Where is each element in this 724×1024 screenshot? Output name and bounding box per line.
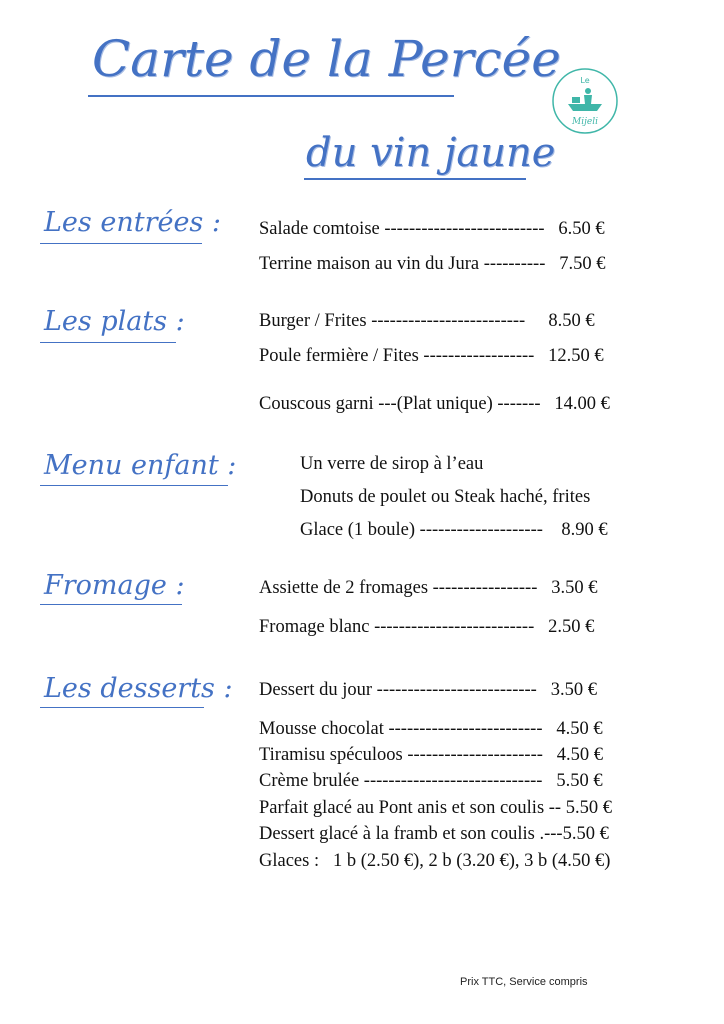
section-heading-desserts: Les desserts : (44, 673, 233, 704)
section-underline-desserts (40, 707, 204, 708)
menu-item: Glace (1 boule) -------------------- 8.90 € (300, 520, 608, 540)
menu-item: Un verre de sirop à l’eau (300, 454, 484, 474)
section-heading-entrees: Les entrées : (44, 207, 221, 238)
section-underline-plats (40, 342, 176, 343)
footer-note: Prix TTC, Service compris (460, 976, 588, 988)
menu-item: Crème brulée ----------------------------- 5.50 € (259, 771, 603, 791)
menu-item: Dessert glacé à la framb et son coulis .---5.50 € (259, 824, 609, 844)
section-underline-fromage (40, 604, 182, 605)
section-heading-plats: Les plats : (44, 306, 185, 337)
menu-item: Terrine maison au vin du Jura ---------- 7.50 € (259, 254, 606, 274)
menu-item: Poule fermière / Fites ------------------ 12.50 € (259, 346, 604, 366)
menu-item: Fromage blanc -------------------------- 2.50 € (259, 617, 595, 637)
menu-item: Couscous garni ---(Plat unique) ------- 14.00 € (259, 394, 610, 414)
menu-item: Assiette de 2 fromages ----------------- 3.50 € (259, 578, 598, 598)
menu-item: Glaces : 1 b (2.50 €), 2 b (3.20 €), 3 b (4.50 €) (259, 851, 611, 871)
menu-item: Burger / Frites ------------------------- 8.50 € (259, 311, 595, 331)
menu-item: Parfait glacé au Pont anis et son coulis -- 5.50 € (259, 798, 612, 818)
title-underline-1 (88, 95, 454, 97)
section-heading-menu-enfant: Menu enfant : (44, 450, 237, 481)
menu-item: Tiramisu spéculoos ---------------------- 4.50 € (259, 745, 604, 765)
menu-title-line2: du vin jaune (306, 130, 556, 176)
menu-item: Donuts de poulet ou Steak haché, frites (300, 487, 591, 507)
restaurant-logo (550, 66, 620, 136)
menu-title-line1: Carte de la Percée (92, 30, 561, 88)
menu-item: Dessert du jour -------------------------- 3.50 € (259, 680, 597, 700)
section-underline-menu-enfant (40, 485, 228, 486)
menu-item: Mousse chocolat ------------------------- 4.50 € (259, 719, 603, 739)
section-heading-fromage: Fromage : (44, 570, 185, 601)
logo-top-text: Le (580, 76, 590, 85)
section-underline-entrees (40, 243, 202, 244)
logo-bottom-text: Mijeli (572, 117, 598, 127)
boat-figure-icon (550, 66, 620, 136)
menu-item: Salade comtoise -------------------------- 6.50 € (259, 219, 605, 239)
title-underline-2 (304, 178, 526, 180)
